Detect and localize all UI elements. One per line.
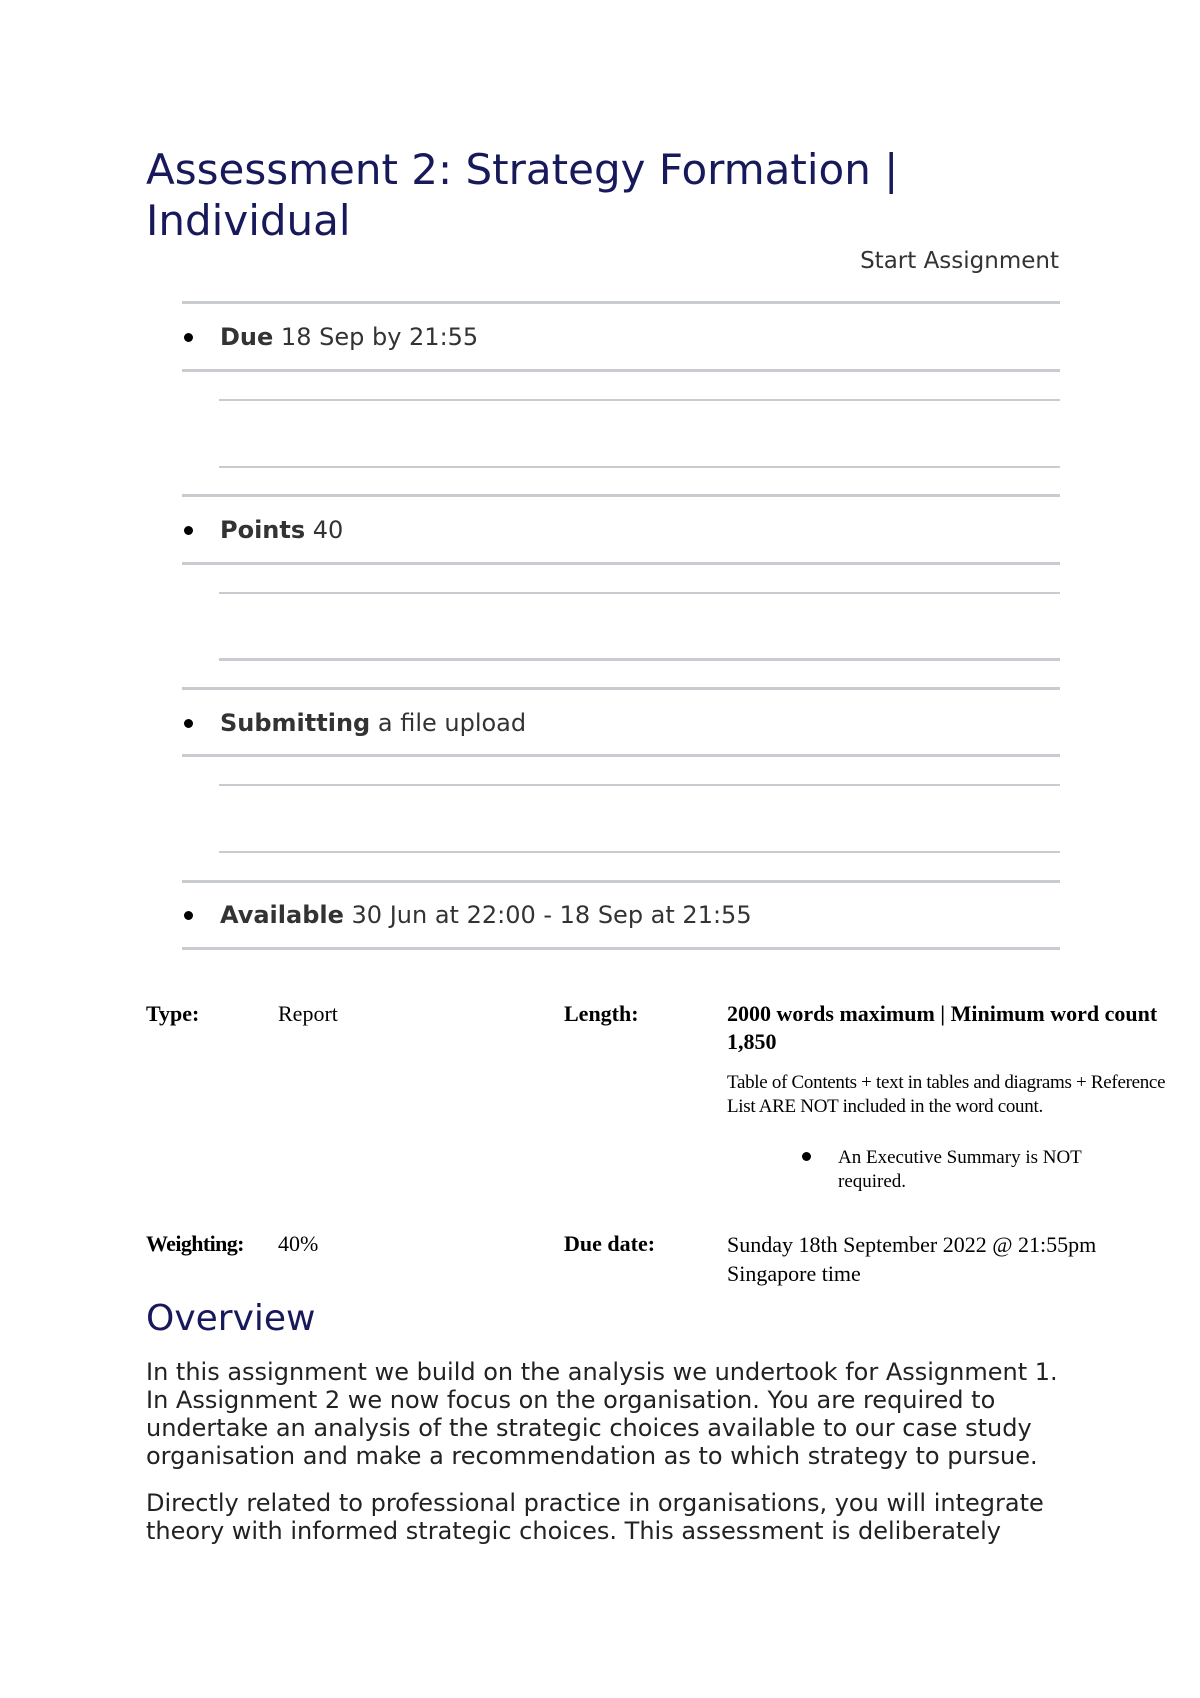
- length-bullet: An Executive Summary is NOT required.: [838, 1147, 1082, 1192]
- divider: [182, 562, 1060, 565]
- start-assignment-button[interactable]: Start Assignment: [860, 248, 1059, 274]
- detail-due: [220, 322, 478, 352]
- divider: [182, 754, 1060, 757]
- due-date-value: Sunday 18th September 2022 @ 21:55pm Singapore time: [727, 1232, 1097, 1286]
- divider: [219, 851, 1060, 853]
- detail-label: Available: [220, 901, 344, 929]
- overview-paragraph: In this assignment we build on the analysis we undertook for Assignment 1. In Assignment 2 we now focus on the organisation. You are required to undertake an analysis of the strategic choices available to our case study organisation and make a recommendation as to which strategy to pursue.: [146, 1358, 1058, 1470]
- bullet-icon: [184, 911, 193, 920]
- divider: [182, 880, 1060, 883]
- length-value: 2000 words maximum | Minimum word count 1,850: [727, 1001, 1158, 1054]
- detail-label: Due: [220, 323, 274, 351]
- detail-value: 18 Sep by 21:55: [273, 323, 479, 351]
- type-value: Report: [278, 1001, 338, 1026]
- bullet-icon: [184, 526, 193, 535]
- divider: [182, 369, 1060, 372]
- detail-value: 40: [305, 516, 344, 544]
- detail-label: Points: [220, 516, 306, 544]
- overview-heading: Overview: [146, 1298, 316, 1339]
- divider: [182, 947, 1060, 950]
- divider: [219, 399, 1060, 401]
- bullet-icon: [802, 1152, 811, 1161]
- divider: [219, 592, 1060, 594]
- divider: [219, 784, 1060, 786]
- detail-value: a file upload: [370, 709, 527, 737]
- bullet-icon: [184, 719, 193, 728]
- detail-label: Submitting: [220, 709, 371, 737]
- divider: [182, 687, 1060, 690]
- divider: [219, 658, 1060, 661]
- detail-points: [220, 515, 343, 545]
- weighting-value: 40%: [278, 1231, 319, 1256]
- divider: [182, 301, 1060, 304]
- detail-submitting: [220, 708, 526, 738]
- length-label: Length:: [564, 1001, 639, 1026]
- bullet-icon: [184, 333, 193, 342]
- due-date-label: Due date:: [564, 1231, 656, 1256]
- divider: [182, 494, 1060, 497]
- page-title: Assessment 2: Strategy Formation | Individual: [146, 145, 899, 245]
- weighting-label: Weighting:: [146, 1231, 244, 1256]
- type-label: Type:: [146, 1001, 200, 1026]
- length-note: Table of Contents + text in tables and diagrams + Reference List ARE NOT included in the word count.: [727, 1072, 1166, 1117]
- detail-value: 30 Jun at 22:00 - 18 Sep at 21:55: [343, 901, 752, 929]
- divider: [219, 466, 1060, 468]
- overview-paragraph: Directly related to professional practice in organisations, you will integrate theory with informed strategic choices. This assessment is deliberately: [146, 1489, 1044, 1545]
- detail-available: [220, 900, 752, 930]
